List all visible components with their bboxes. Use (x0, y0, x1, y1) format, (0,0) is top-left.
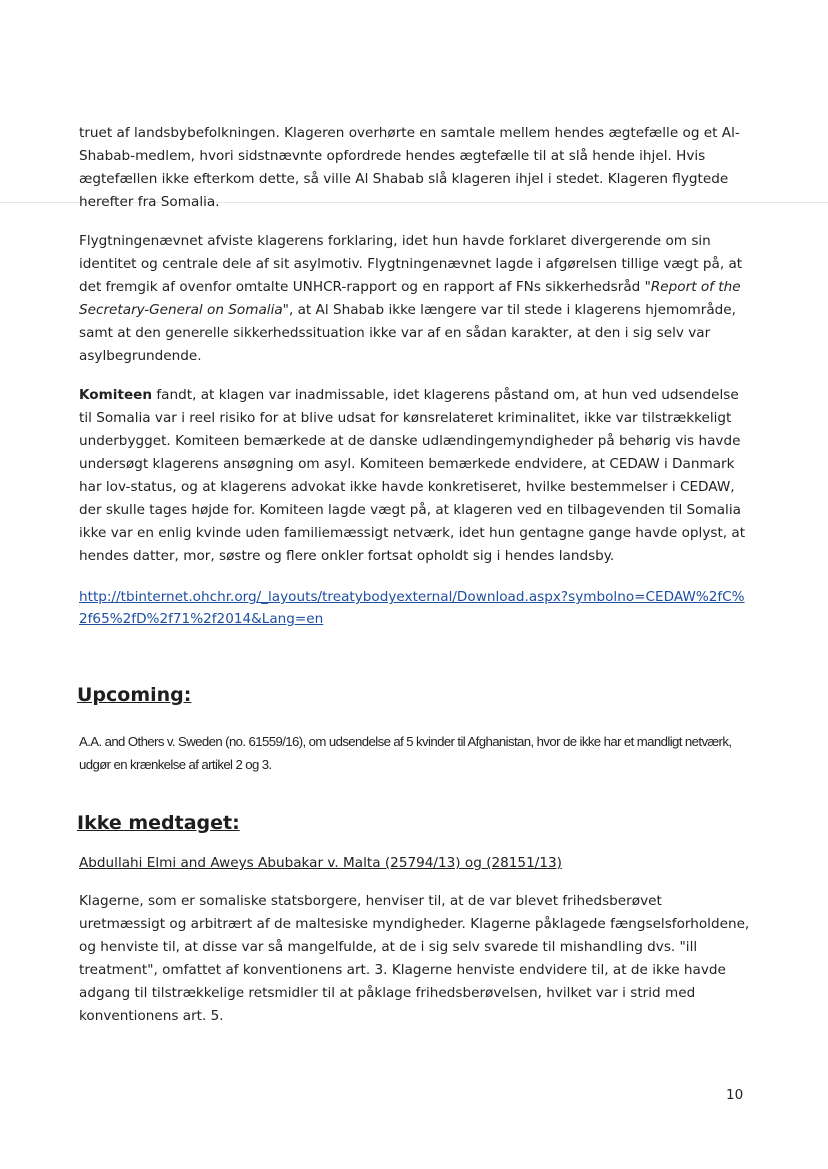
paragraph-flygtningenaevnet-text-1: Flygtningenævnet afviste klagerens forklaring, idet hun havde forklaret divergerende om sin identitet og centrale dele af sit asylmotiv. Flygtningenævnet lagde i afgørelsen tillige vægt på, at det fremgik af ovenfor omtalte UNHCR-rapport og en rapport af FNs sikkerhedsråd (79, 233, 743, 295)
upcoming-text: A.A. and Others v. Sweden (no. 61559/16), om udsendelse af 5 kvinder til Afghanistan, hvor de ikke har et mandligt netværk, udgør en krænkelse af artikel 2 og 3. (79, 734, 732, 772)
case-title: Abdullahi Elmi and Aweys Abubakar v. Malta (25794/13) og (28151/13) (79, 855, 562, 871)
ohchr-link[interactable]: http://tbinternet.ohchr.org/_layouts/treatybodyexternal/Download.aspx?symbolno=CEDAW%2fC%2f65%2fD%2f71%2f2014&Lang=en (79, 589, 745, 627)
paragraph-intro: truet af landsbybefolkningen. Klageren overhørte en samtale mellem hendes ægtefælle og et Al-Shabab-medlem, hvori sidstnævnte opfordrede hendes ægtefælle til at slå hende ihjel. Hvis ægtefællen ikke efterkom dette, så ville Al Shabab slå klageren ihjel i stedet. Klageren flygtede herefter fra Somalia. (79, 125, 740, 210)
komiteen-text: fandt, at klagen var inadmissable, idet klagerens påstand om, at hun ved udsendelse til Somalia var i reel risiko for at blive udsat for kønsrelateret kriminalitet, ikke var tilstrækkeligt underbygget. Komiteen bemærkede at de danske udlændingemyndigheder på behørig vis havde undersøgt klagerens ansøgning om asyl. Komiteen bemærkede endvidere, at CEDAW i Danmark har lov-status, og at klagerens advokat ikke havde konkretiseret, hvilke bestemmelser i CEDAW, der skulle tages højde for. Komiteen lagde vægt på, at klageren ved en tilbagevenden til Somalia ikke var en enlig kvinde uden familiemæssigt netværk, idet hun gentagne gange havde oplyst, at hendes datter, mor, søstre og flere onkler fortsat opholdt sig i hendes landsby. (79, 387, 746, 564)
page-number: 10 (726, 1087, 744, 1103)
paragraph-flygtningenaevnet (79, 230, 751, 368)
paragraph-flygtningenaevnet-text-2: , at Al Shabab ikke længere var til stede i klagerens hjemområde, samt at den generelle sikkerhedssituation ikke var af en sådan karakter, at den i sig selv var asylbegrundende. (79, 302, 736, 364)
upcoming-heading: Upcoming: (77, 684, 192, 706)
paragraph-komiteen (79, 384, 751, 568)
paragraph-klagerne: Klagerne, som er somaliske statsborgere, henviser til, at de var blevet frihedsberøvet uretmæssigt og arbitrært af de maltesiske myndigheder. Klagerne påklagede fængselsforholdene, og henviste til, at disse var så mangelfulde, at de i sig selv svarede til mishandling dvs. "ill treatment", omfattet af konventionens art. 3. Klagerne henviste endvidere til, at de ikke havde adgang til tilstrækkelige retsmidler til at påklage frihedsberøvelsen, hvilket var i strid med konventionens art. 5. (79, 893, 750, 1024)
report-title: "Report of the Secretary-General on Somalia" (79, 279, 741, 318)
ikke-medtaget-heading: Ikke medtaget: (77, 812, 240, 834)
komiteen-lead: Komiteen (79, 387, 153, 403)
